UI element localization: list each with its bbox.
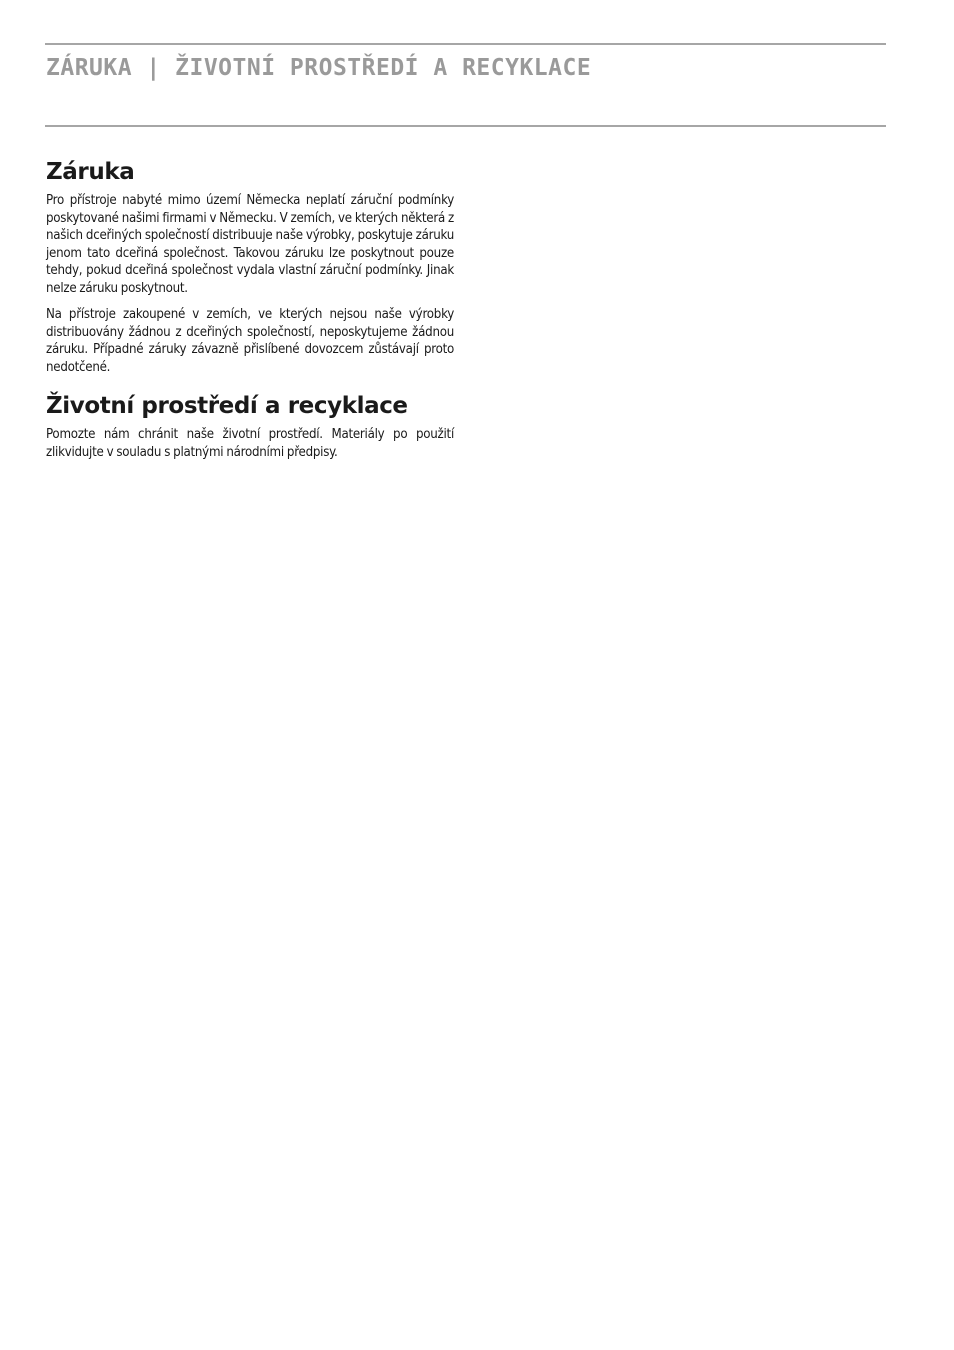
header-top-rule bbox=[45, 43, 886, 45]
running-header-title: ZÁRUKA | ŽIVOTNÍ PROSTŘEDÍ A RECYKLACE bbox=[46, 55, 592, 81]
page-content bbox=[46, 156, 454, 470]
header-bottom-rule bbox=[45, 125, 886, 127]
warranty-section bbox=[46, 156, 454, 376]
environment-heading: Životní prostředí a recyklace bbox=[46, 393, 408, 419]
warranty-paragraph-2: Na přístroje zakoupené v zemích, ve kterých nejsou naše výrobky distribuovány žádnou z dceřiných společností, neposkytujeme žádnou záruku. Případné záruky závazně přislíbené dovozcem zůstávají proto nedotčené. bbox=[46, 307, 454, 375]
environment-section bbox=[46, 390, 454, 461]
warranty-heading: Záruka bbox=[46, 159, 135, 185]
warranty-paragraph-1: Pro přístroje nabyté mimo území Německa neplatí záruční podmínky poskytované našimi firmami v Německu. V zemích, ve kterých některá z našich dceřiných společností distribuuje naše výrobky, poskytuje záruku jenom tato dceřiná společnost. Takovou záruku lze poskytnout pouze tehdy, pokud dceřiná společnost vydala vlastní záruční podmínky. Jinak nelze záruku poskytnout. bbox=[46, 193, 454, 296]
environment-paragraph-1: Pomozte nám chránit naše životní prostředí. Materiály po použití zlikvidujte v souladu s platnými národními předpisy. bbox=[46, 427, 454, 460]
